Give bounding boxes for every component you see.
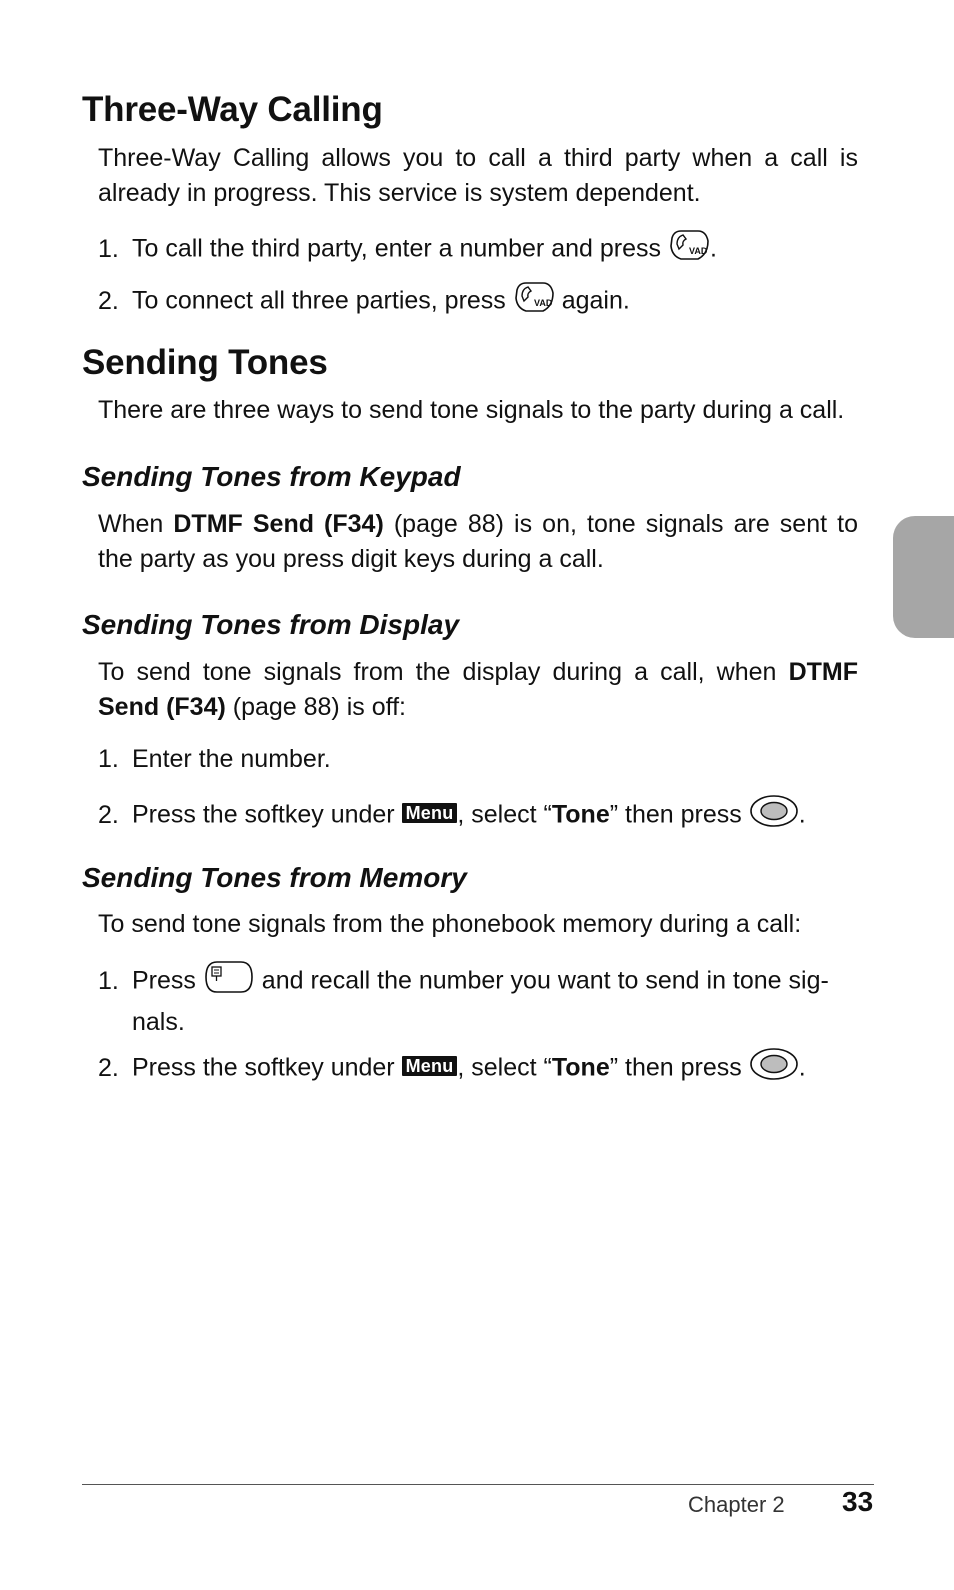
step-number: 2. bbox=[98, 286, 119, 315]
dtmf-send-setting: DTMF Send (F34) bbox=[98, 658, 858, 721]
memory-intro: To send tone signals from the phonebook memory during a call: bbox=[98, 910, 802, 938]
step-text: To connect all three parties, press bbox=[132, 286, 513, 315]
display-paragraph: To send tone signals from the display during a call, when DTMF Send (F34) (page 88) is off: bbox=[98, 658, 858, 721]
subsection-title-memory: Sending Tones from Memory bbox=[82, 862, 467, 893]
three-way-step-1 bbox=[98, 228, 858, 272]
section-title-sending-tones: Sending Tones bbox=[82, 343, 328, 382]
section-title-three-way-calling: Three-Way Calling bbox=[82, 90, 383, 129]
step-number: 1. bbox=[98, 966, 119, 995]
page-number: 33 bbox=[842, 1486, 874, 1517]
step-text: Enter the number. bbox=[132, 745, 331, 773]
subsection-title-display: Sending Tones from Display bbox=[82, 609, 460, 640]
memory-step-2: 2. Press the softkey under Menu , select “Tone” then press . bbox=[98, 1047, 858, 1091]
talk-vad-key-icon bbox=[668, 228, 710, 272]
display-step-2: 2. Press the softkey under Menu , select “Tone” then press . bbox=[98, 794, 858, 838]
svg-text:VAD: VAD bbox=[688, 246, 708, 256]
step-continuation: nals. bbox=[132, 1008, 185, 1036]
select-key-icon bbox=[749, 794, 799, 838]
phonebook-key-icon bbox=[203, 959, 255, 1005]
svg-text:VAD: VAD bbox=[533, 298, 553, 308]
step-number: 1. bbox=[98, 234, 119, 263]
step-number: 1. bbox=[98, 745, 119, 773]
memory-step-1: 1. Press and recall the number you want to send in tone sig- nals. bbox=[98, 959, 858, 1040]
step-text-after: . bbox=[709, 234, 717, 263]
three-way-step-2 bbox=[98, 280, 858, 324]
subsection-title-keypad: Sending Tones from Keypad bbox=[82, 461, 461, 492]
step-number: 2. bbox=[98, 800, 119, 829]
display-step-1 bbox=[98, 742, 858, 777]
step-text: To call the third party, enter a number and press bbox=[132, 234, 668, 263]
dtmf-send-setting: DTMF Send (F34) bbox=[173, 510, 384, 538]
select-key-icon bbox=[749, 1047, 799, 1091]
keypad-paragraph: When DTMF Send (F34) (page 88) is on, tone signals are sent to the party as you press digit keys during a call. bbox=[98, 510, 858, 573]
menu-softkey-label: Menu bbox=[402, 803, 458, 823]
three-way-intro: Three-Way Calling allows you to call a third party when a call is already in progress. This service is system dependent. bbox=[98, 144, 858, 207]
sending-tones-intro: There are three ways to send tone signals to the party during a call. bbox=[98, 396, 845, 424]
footer-chapter: Chapter 2 bbox=[688, 1492, 785, 1517]
talk-vad-key-icon bbox=[513, 280, 555, 324]
footer-rule bbox=[82, 1484, 874, 1485]
step-text-after: again. bbox=[554, 286, 630, 315]
menu-softkey-label: Menu bbox=[402, 1056, 458, 1076]
chapter-thumb-tab bbox=[893, 516, 954, 638]
step-number: 2. bbox=[98, 1053, 119, 1082]
